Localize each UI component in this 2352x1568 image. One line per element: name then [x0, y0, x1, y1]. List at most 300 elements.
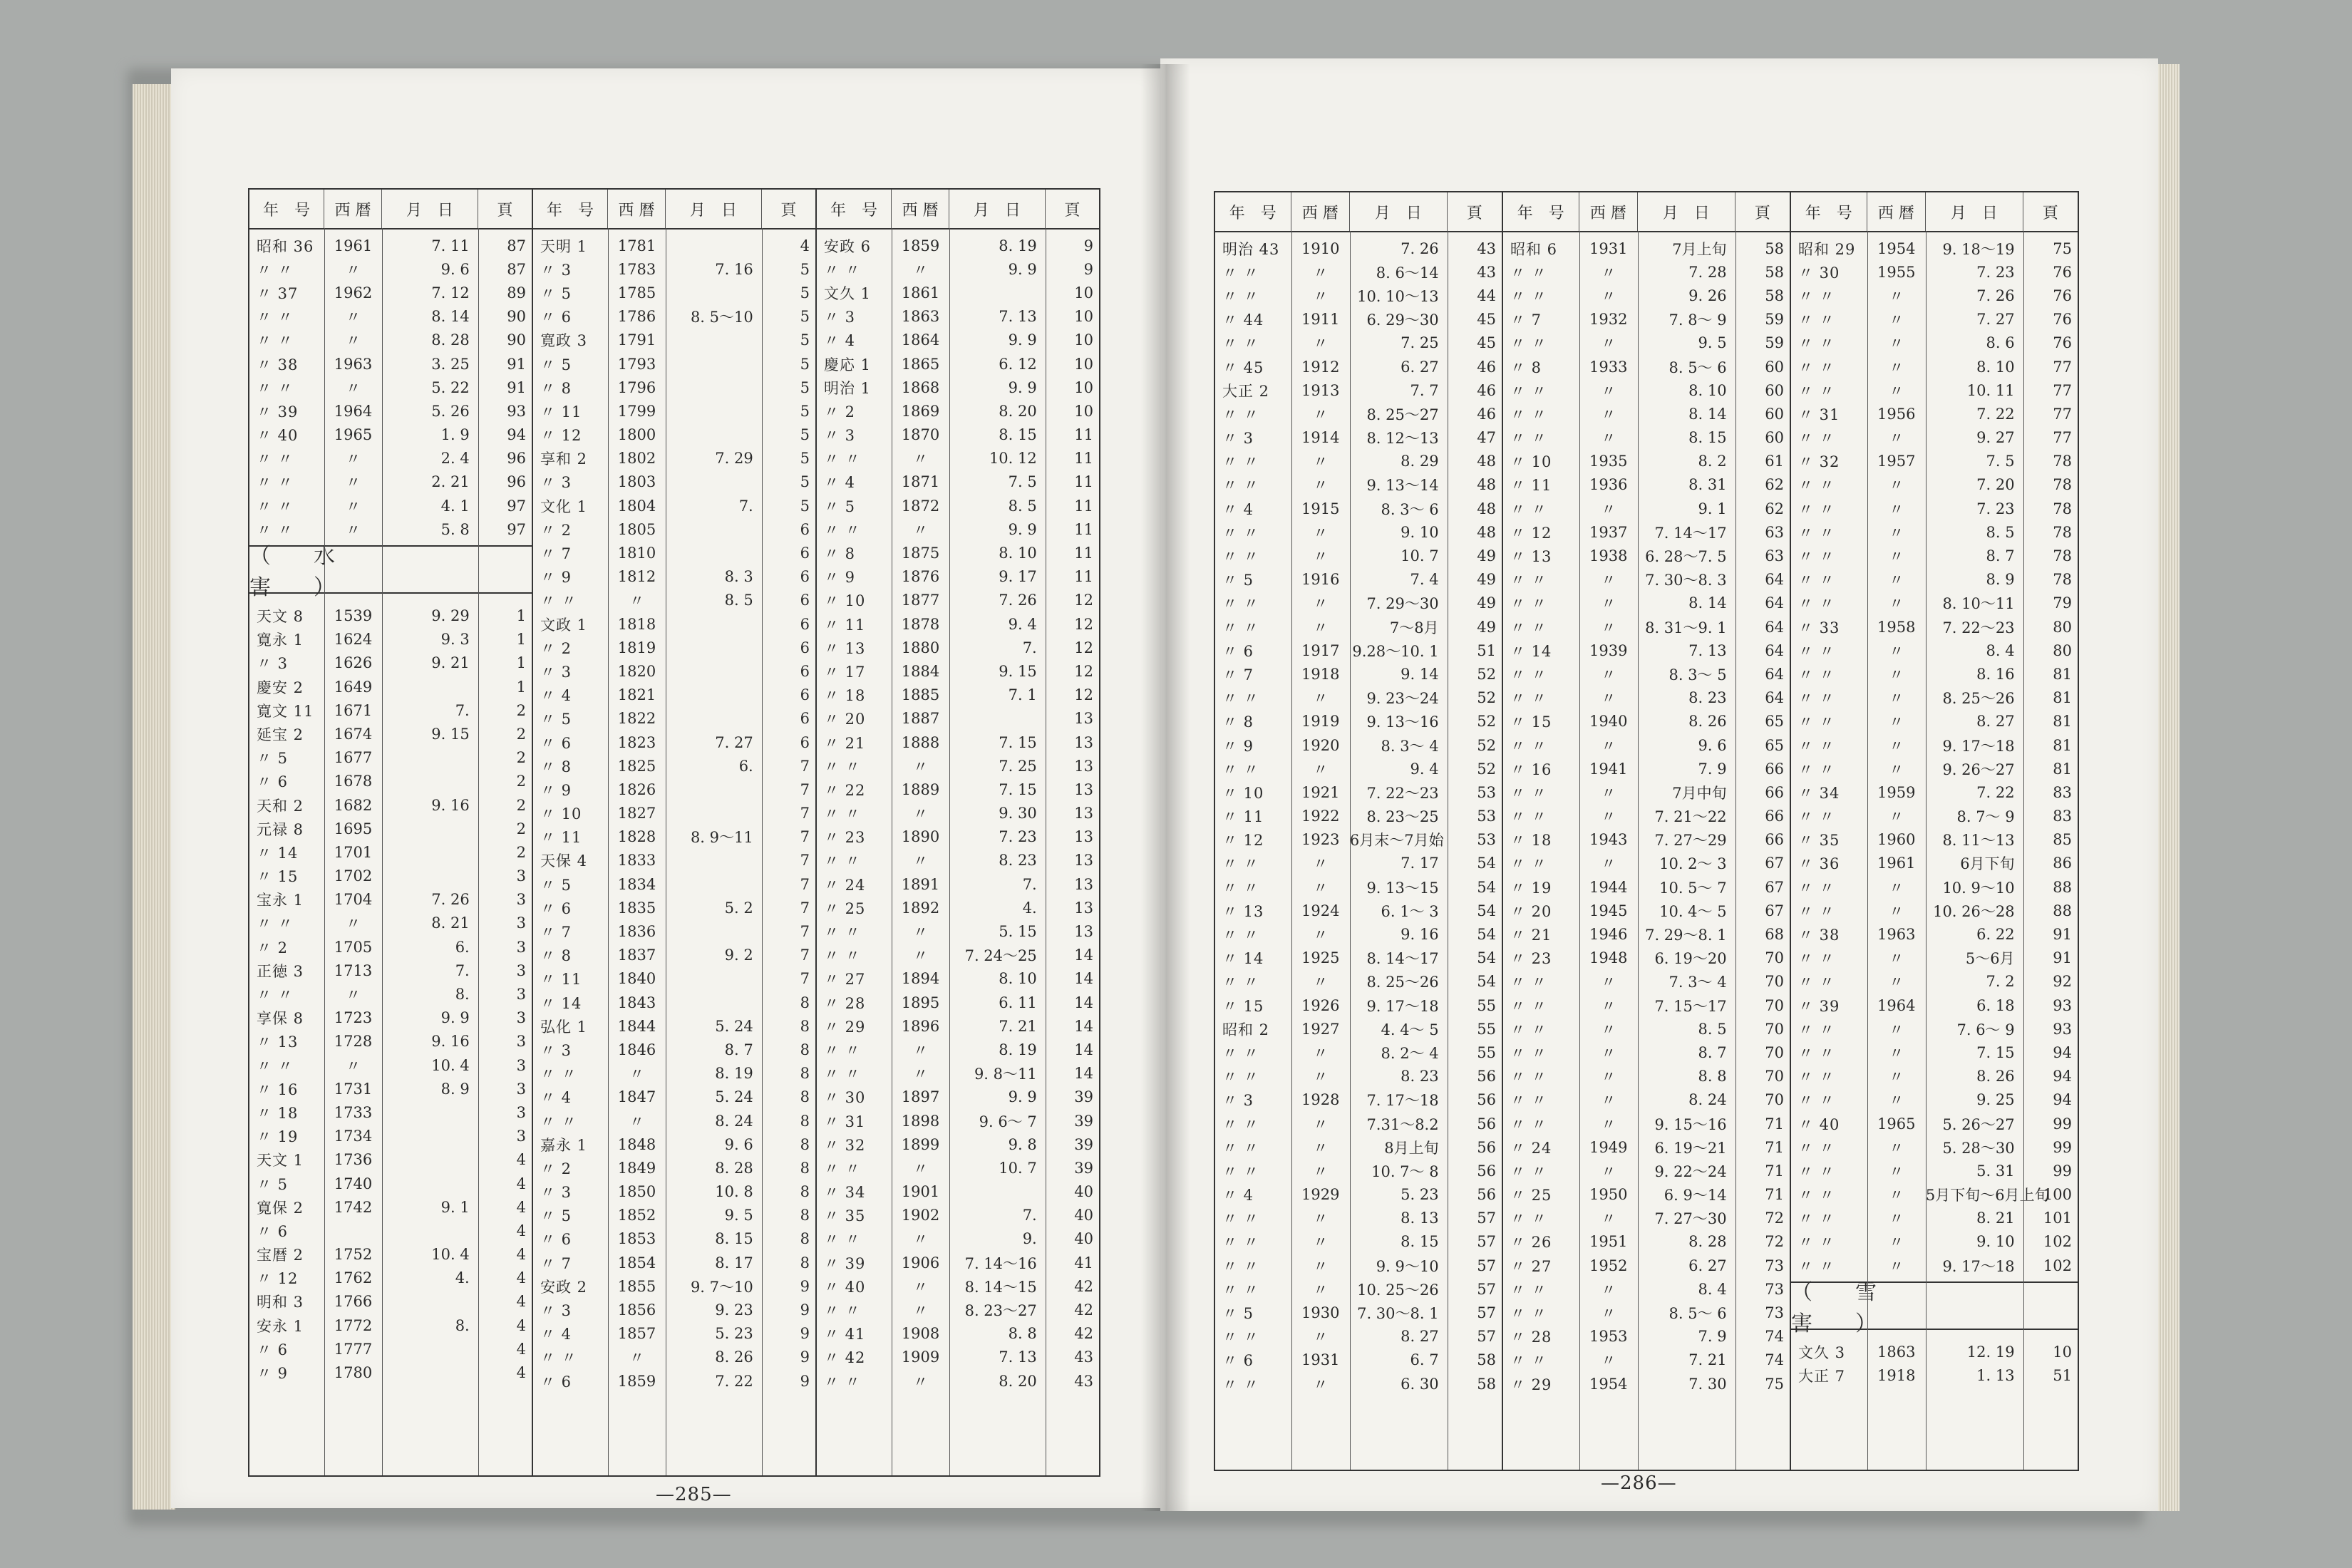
cell-date: 8. 20 — [999, 1372, 1037, 1390]
cell-year: 1733 — [334, 1103, 373, 1121]
cell-page: 94 — [507, 426, 526, 444]
cell-date: 9. 6〜 7 — [979, 1113, 1037, 1130]
table-row — [249, 651, 532, 675]
cell-page: 42 — [1074, 1325, 1093, 1343]
table-row — [533, 659, 815, 683]
cell-year: 1914 — [1301, 429, 1340, 447]
cell-date: 10. 7 — [1401, 547, 1439, 565]
cell-page: 54 — [1477, 878, 1496, 896]
cell-era: 〃 〃 — [1222, 1115, 1259, 1133]
cell-era: 〃 11 — [1510, 477, 1552, 495]
cell-year: 1791 — [617, 331, 656, 349]
cell-era: 〃 〃 — [1510, 974, 1547, 991]
table-row — [817, 967, 1099, 991]
cell-year: 1796 — [617, 378, 656, 396]
table-row — [249, 470, 532, 494]
cell-page: 70 — [1765, 973, 1784, 991]
table-row — [817, 423, 1099, 447]
table-row — [1503, 473, 1790, 497]
cell-era: 〃 〃 — [1222, 406, 1259, 423]
cell-page: 5 — [800, 450, 810, 468]
cell-page: 40 — [1074, 1183, 1093, 1201]
cell-year: 1818 — [617, 615, 656, 633]
cell-page: 4 — [516, 1198, 526, 1216]
cell-year: 1950 — [1589, 1186, 1628, 1204]
cell-year: 〃 — [1601, 855, 1616, 873]
table-row — [249, 1148, 532, 1172]
cell-date: 8. 5 — [1698, 1020, 1727, 1038]
cell-era: 〃 35 — [1798, 832, 1840, 850]
cell-page: 73 — [1765, 1304, 1784, 1322]
cell-year: 1917 — [1301, 641, 1340, 659]
cell-date: 8. 14〜17 — [1366, 950, 1439, 968]
header-cell: 西 暦 — [1579, 192, 1638, 231]
cell-date: 9. 15 — [999, 662, 1037, 680]
cell-era: 元禄 8 — [257, 820, 304, 838]
cell-year: 1828 — [617, 828, 656, 846]
cell-era: 〃 7 — [1222, 666, 1254, 684]
table-row — [533, 1274, 815, 1298]
cell-date: 8. 15 — [1401, 1233, 1439, 1251]
cell-era: 〃 〃 — [1222, 1234, 1259, 1252]
cell-year: 1913 — [1301, 381, 1340, 399]
cell-era: 〃 6 — [540, 899, 572, 917]
cell-page: 48 — [1477, 476, 1496, 494]
cell-page: 57 — [1477, 1280, 1496, 1298]
cell-date: 9. 30 — [999, 805, 1037, 822]
cell-era: 〃 〃 — [1510, 1044, 1547, 1062]
cell-year: 〃 — [1601, 1281, 1616, 1299]
cell-era: 〃 3 — [824, 309, 856, 326]
cell-year: 1940 — [1589, 713, 1628, 731]
cell-year: 1931 — [1589, 239, 1628, 257]
column-rule — [1291, 231, 1292, 1470]
cell-date: 8. 10 — [1688, 381, 1727, 399]
cell-year: 1956 — [1877, 405, 1916, 423]
cell-year: 〃 — [1313, 1281, 1329, 1299]
cell-era: 〃 10 — [1222, 784, 1264, 802]
table-row — [1791, 237, 2078, 260]
cell-year: 1932 — [1589, 311, 1628, 329]
cell-date: 7. 5 — [1008, 473, 1037, 491]
cell-year: 1539 — [334, 607, 373, 625]
table-row — [1503, 497, 1790, 520]
cell-era: 〃 〃 — [257, 309, 294, 326]
table-row — [817, 305, 1099, 329]
cell-year: 〃 — [913, 261, 929, 279]
cell-era: 〃 4 — [1222, 500, 1254, 518]
cell-year: 1898 — [901, 1112, 940, 1130]
cell-page: 13 — [1074, 852, 1093, 870]
cell-page: 54 — [1477, 902, 1496, 919]
cell-year: 1892 — [901, 899, 940, 917]
cell-year: 〃 — [629, 1066, 645, 1083]
cell-year: 1772 — [334, 1316, 373, 1334]
cell-date: 9. 1 — [440, 1198, 470, 1216]
cell-year: 〃 — [1601, 1115, 1616, 1133]
cell-era: 弘化 1 — [540, 1018, 588, 1036]
cell-era: 安政 2 — [540, 1278, 588, 1296]
table-row — [1791, 378, 2078, 402]
table-row — [1503, 733, 1790, 757]
cell-page: 48 — [1477, 453, 1496, 470]
cell-year: 〃 — [1889, 737, 1904, 755]
table-row — [817, 399, 1099, 423]
cell-date: 8. 5〜 6 — [1668, 359, 1727, 376]
cell-year: 1728 — [334, 1033, 373, 1051]
cell-page: 9 — [800, 1325, 810, 1343]
cell-page: 1 — [516, 654, 526, 672]
cell-date: 7. 30〜8. 3 — [1645, 572, 1727, 589]
table-row — [817, 257, 1099, 281]
cell-era: 〃 38 — [1798, 927, 1840, 944]
cell-year: 〃 — [1313, 1162, 1329, 1180]
cell-year: 1887 — [901, 710, 940, 728]
table-row — [1215, 1277, 1502, 1301]
cell-date: 7. 16 — [715, 260, 753, 278]
table-row — [1215, 544, 1502, 567]
table-row — [533, 1038, 815, 1061]
cell-year: 1931 — [1301, 1351, 1340, 1369]
cell-year: 1953 — [1589, 1328, 1628, 1346]
cell-era: 〃 〃 — [824, 1231, 861, 1249]
cell-page: 7 — [800, 757, 810, 775]
cell-year: 〃 — [1313, 1068, 1329, 1086]
cell-era: 〃 5 — [257, 750, 289, 768]
cell-year: 1963 — [334, 355, 373, 373]
cell-date: 8. 24 — [1688, 1091, 1727, 1109]
cell-year: 〃 — [346, 450, 361, 468]
cell-year: 〃 — [1889, 572, 1904, 589]
table-row — [817, 1204, 1099, 1227]
cell-year: 1822 — [617, 710, 656, 728]
table-row — [1503, 828, 1790, 852]
cell-page: 60 — [1765, 429, 1784, 447]
cell-date: 9. 25 — [1976, 1091, 2015, 1109]
cell-era: 〃 2 — [540, 1160, 572, 1177]
cell-date: 9. 13〜16 — [1366, 713, 1439, 731]
cell-year: 1723 — [334, 1009, 373, 1027]
cell-page: 6 — [800, 568, 810, 586]
cell-era: 〃 7 — [540, 924, 572, 942]
cell-era: 〃 9 — [1222, 737, 1254, 755]
cell-year: 1857 — [617, 1325, 656, 1343]
cell-date: 12. 19 — [1966, 1343, 2015, 1361]
cell-year: 1876 — [901, 568, 940, 586]
cell-page: 54 — [1477, 949, 1496, 967]
cell-date: 9. 27 — [1976, 429, 2015, 447]
cell-era: 〃 〃 — [540, 1066, 577, 1083]
cell-year: 1844 — [617, 1017, 656, 1035]
cell-year: 〃 — [1601, 1352, 1616, 1370]
cell-era: 〃 〃 — [1798, 760, 1835, 778]
cell-era: 〃 5 — [1222, 1305, 1254, 1323]
cell-era: 〃 21 — [824, 734, 866, 752]
cell-page: 11 — [1074, 497, 1093, 515]
table-row — [533, 1062, 815, 1085]
cell-era: 寛保 2 — [257, 1199, 304, 1217]
table-row — [1503, 875, 1790, 899]
cell-era: 〃 34 — [824, 1184, 866, 1202]
cell-page: 10 — [1074, 308, 1093, 326]
table-row — [249, 770, 532, 793]
cell-page: 1 — [516, 678, 526, 696]
cell-page: 12 — [1074, 686, 1093, 704]
table-row — [1215, 1325, 1502, 1348]
table-row — [249, 423, 532, 447]
cell-year: 1702 — [334, 867, 373, 885]
cell-date: 7. 5 — [1986, 453, 2015, 470]
cell-date: 7. 27〜29 — [1654, 832, 1727, 850]
cell-year: 〃 — [1889, 359, 1904, 376]
cell-year: 〃 — [1313, 595, 1329, 613]
table-row — [1215, 237, 1502, 260]
table-row — [1503, 592, 1790, 615]
cell-year: 1948 — [1589, 949, 1628, 967]
cell-era: 〃 〃 — [1798, 359, 1835, 376]
cell-era: 〃 〃 — [1798, 524, 1835, 542]
cell-year: 1736 — [334, 1151, 373, 1169]
cell-year: 1958 — [1877, 618, 1916, 636]
cell-year: 1859 — [617, 1372, 656, 1390]
cell-date: 8. 3〜 6 — [1381, 500, 1439, 518]
cell-era: 〃 8 — [540, 947, 572, 965]
cell-date: 5. 24 — [715, 1017, 753, 1035]
cell-date: 7. 25 — [999, 757, 1037, 775]
cell-date: 1. 13 — [1976, 1367, 2015, 1385]
table-row — [1791, 1340, 2078, 1363]
table-row — [533, 1204, 815, 1227]
cell-year: 1701 — [334, 843, 373, 861]
cell-year: 1957 — [1877, 453, 1916, 470]
table-row — [817, 731, 1099, 754]
cell-year: 1891 — [901, 875, 940, 893]
column-rule — [608, 228, 609, 1475]
cell-page: 3 — [516, 1056, 526, 1074]
cell-era: 〃 〃 — [824, 450, 861, 468]
cell-era: 〃 〃 — [1510, 690, 1547, 708]
cell-era: 〃 14 — [257, 844, 299, 862]
cell-page: 3 — [516, 1128, 526, 1145]
cell-era: 大正 7 — [1798, 1368, 1846, 1386]
cell-date: 8. 5〜 6 — [1668, 1305, 1727, 1323]
table-row — [1791, 1041, 2078, 1064]
cell-era: 〃 5 — [824, 497, 856, 515]
table-row — [1215, 805, 1502, 828]
table-row — [533, 517, 815, 541]
table-row — [249, 1361, 532, 1384]
cell-era: 〃 7 — [540, 1254, 572, 1272]
table-row — [1215, 1159, 1502, 1182]
page-number-right: —286— — [1601, 1472, 1677, 1494]
cell-era: 〃 13 — [824, 639, 866, 657]
cell-page: 68 — [1765, 926, 1784, 944]
cell-date: 10. 11 — [1966, 381, 2015, 399]
cell-date: 8. 17 — [715, 1254, 753, 1272]
table-row — [249, 281, 532, 304]
cell-page: 8 — [800, 1135, 810, 1153]
cell-era: 〃 4 — [824, 332, 856, 350]
cell-year: 1850 — [617, 1183, 656, 1201]
cell-era: 〃 2 — [540, 521, 572, 539]
column-rule — [1867, 231, 1868, 1470]
cell-date: 9. 23 — [715, 1301, 753, 1319]
cell-date: 7. 23 — [1976, 263, 2015, 281]
cell-date: 7. 14〜16 — [964, 1254, 1037, 1272]
cell-date: 8. 7〜 9 — [1956, 808, 2015, 826]
cell-year: 1965 — [334, 426, 373, 444]
cell-era: 宝暦 2 — [257, 1247, 304, 1264]
cell-era: 〃 〃 — [1222, 760, 1259, 778]
cell-era: 〃 〃 — [1798, 1187, 1835, 1205]
table-row — [1503, 260, 1790, 284]
cell-era: 〃 9 — [257, 1365, 289, 1383]
cell-era: 〃 6 — [540, 734, 572, 752]
cell-year: 1783 — [617, 260, 656, 278]
cell-date: 8. 31〜9. 1 — [1645, 619, 1727, 636]
table-row — [533, 329, 815, 352]
table-row — [249, 399, 532, 423]
cell-year: 〃 — [1601, 335, 1616, 353]
table-row — [1215, 1088, 1502, 1112]
cell-date: 8. 10 — [999, 545, 1037, 562]
cell-date: 9. 26 — [1688, 287, 1727, 304]
cell-year: 1863 — [901, 308, 940, 326]
cell-year: 1890 — [901, 828, 940, 846]
cell-page: 5 — [800, 308, 810, 326]
cell-year: 1961 — [1877, 855, 1916, 872]
cell-year: 1803 — [617, 473, 656, 491]
cell-page: 70 — [1765, 1043, 1784, 1061]
cell-page: 79 — [2053, 594, 2072, 612]
table-row — [533, 305, 815, 329]
table-row — [1503, 544, 1790, 567]
cell-era: 〃 6 — [257, 1341, 289, 1358]
cell-year: 1951 — [1589, 1233, 1628, 1251]
cell-date: 10. 25〜26 — [1357, 1281, 1439, 1299]
cell-date: 7. 21〜22 — [1654, 808, 1727, 826]
cell-year: 1935 — [1589, 453, 1628, 470]
cell-date: 2. 21 — [431, 473, 470, 491]
cell-year: 〃 — [1889, 382, 1904, 400]
cell-page: 8 — [800, 1088, 810, 1106]
table-row — [1215, 473, 1502, 497]
cell-era: 〃 〃 — [824, 1302, 861, 1320]
cell-date: 5. 2 — [724, 899, 753, 917]
cell-era: 〃 〃 — [1510, 382, 1547, 400]
cell-page: 49 — [1477, 594, 1496, 612]
table-row — [817, 1346, 1099, 1369]
cell-date: 8. 9〜11 — [690, 829, 753, 847]
table-row — [817, 1133, 1099, 1156]
cell-year: 〃 — [1601, 264, 1616, 282]
section-banner: （水 害） — [249, 545, 532, 594]
cell-era: 〃 〃 — [1222, 335, 1259, 353]
cell-date: 9. 13〜15 — [1366, 879, 1439, 897]
column-header — [249, 190, 532, 229]
cell-era: 〃 2 — [540, 639, 572, 657]
cell-era: 〃 10 — [1510, 453, 1552, 471]
cell-date: 9. 9 — [1008, 378, 1037, 396]
cell-page: 66 — [1765, 783, 1784, 801]
table-row — [533, 967, 815, 991]
header-cell: 西 暦 — [324, 190, 382, 228]
table-row — [1503, 994, 1790, 1017]
table-row — [1503, 615, 1790, 639]
cell-date: 8. 9 — [1986, 571, 2015, 589]
cell-page: 2 — [516, 725, 526, 743]
table-row — [249, 1053, 532, 1077]
cell-page: 61 — [1765, 453, 1784, 470]
table-row — [1215, 1041, 1502, 1064]
table-row — [249, 1195, 532, 1219]
cell-date: 10. 12 — [989, 450, 1037, 468]
table-row — [1503, 757, 1790, 780]
cell-year: 1781 — [617, 237, 656, 254]
cell-date: 8. 21 — [1976, 1209, 2015, 1227]
cell-year: 1854 — [617, 1254, 656, 1272]
cell-page: 102 — [2043, 1257, 2072, 1274]
cell-year: 〃 — [1601, 500, 1616, 518]
cell-year: 1825 — [617, 757, 656, 775]
cell-year: 1849 — [617, 1159, 656, 1177]
table-row — [1503, 970, 1790, 994]
cell-era: 〃 〃 — [1798, 1210, 1835, 1228]
cell-era: 〃 17 — [824, 663, 866, 681]
cell-date: 8. 25〜26 — [1942, 690, 2015, 708]
table-row — [249, 329, 532, 352]
table-row — [1791, 805, 2078, 828]
cell-date: 7. 30〜8. 1 — [1357, 1305, 1439, 1323]
cell-era: 〃 35 — [824, 1207, 866, 1225]
header-cell: 頁 — [1064, 201, 1080, 220]
header-cell: 年 号 — [1503, 192, 1579, 231]
table-row — [1503, 1325, 1790, 1348]
cell-date: 5. 31 — [1976, 1162, 2015, 1180]
cell-era: 〃 39 — [824, 1254, 866, 1272]
cell-era: 〃 〃 — [1798, 713, 1835, 731]
cell-era: 〃 〃 — [1510, 619, 1547, 636]
table-row — [1215, 875, 1502, 899]
table-row — [1215, 639, 1502, 662]
table-row — [1215, 899, 1502, 922]
cell-era: 〃 〃 — [1510, 335, 1547, 353]
cell-era: 〃 〃 — [257, 450, 294, 468]
cell-era: 〃 11 — [540, 829, 582, 847]
cell-page: 54 — [1477, 973, 1496, 991]
cell-date: 9. 4 — [1410, 760, 1439, 778]
cell-era: 〃 15 — [1510, 713, 1552, 731]
cell-year: 1812 — [617, 568, 656, 586]
cell-era: 〃 〃 — [257, 261, 294, 279]
table-body — [817, 229, 1099, 1475]
table-row — [249, 1125, 532, 1148]
cell-year: 1678 — [334, 773, 373, 790]
cell-date: 8. 14〜15 — [964, 1278, 1037, 1296]
cell-page: 70 — [1765, 996, 1784, 1014]
cell-era: 〃 〃 — [1510, 784, 1547, 802]
table-row — [1503, 1088, 1790, 1112]
cell-page: 13 — [1074, 710, 1093, 728]
cell-date: 10. 2〜 3 — [1659, 855, 1727, 873]
table-row — [1503, 922, 1790, 946]
cell-year: 〃 — [1313, 927, 1329, 944]
table-row — [249, 698, 532, 722]
cell-page: 76 — [2053, 311, 2072, 329]
table-row — [1791, 426, 2078, 450]
cell-date: 8. 15 — [999, 426, 1037, 444]
cell-era: 〃 6 — [540, 309, 572, 326]
